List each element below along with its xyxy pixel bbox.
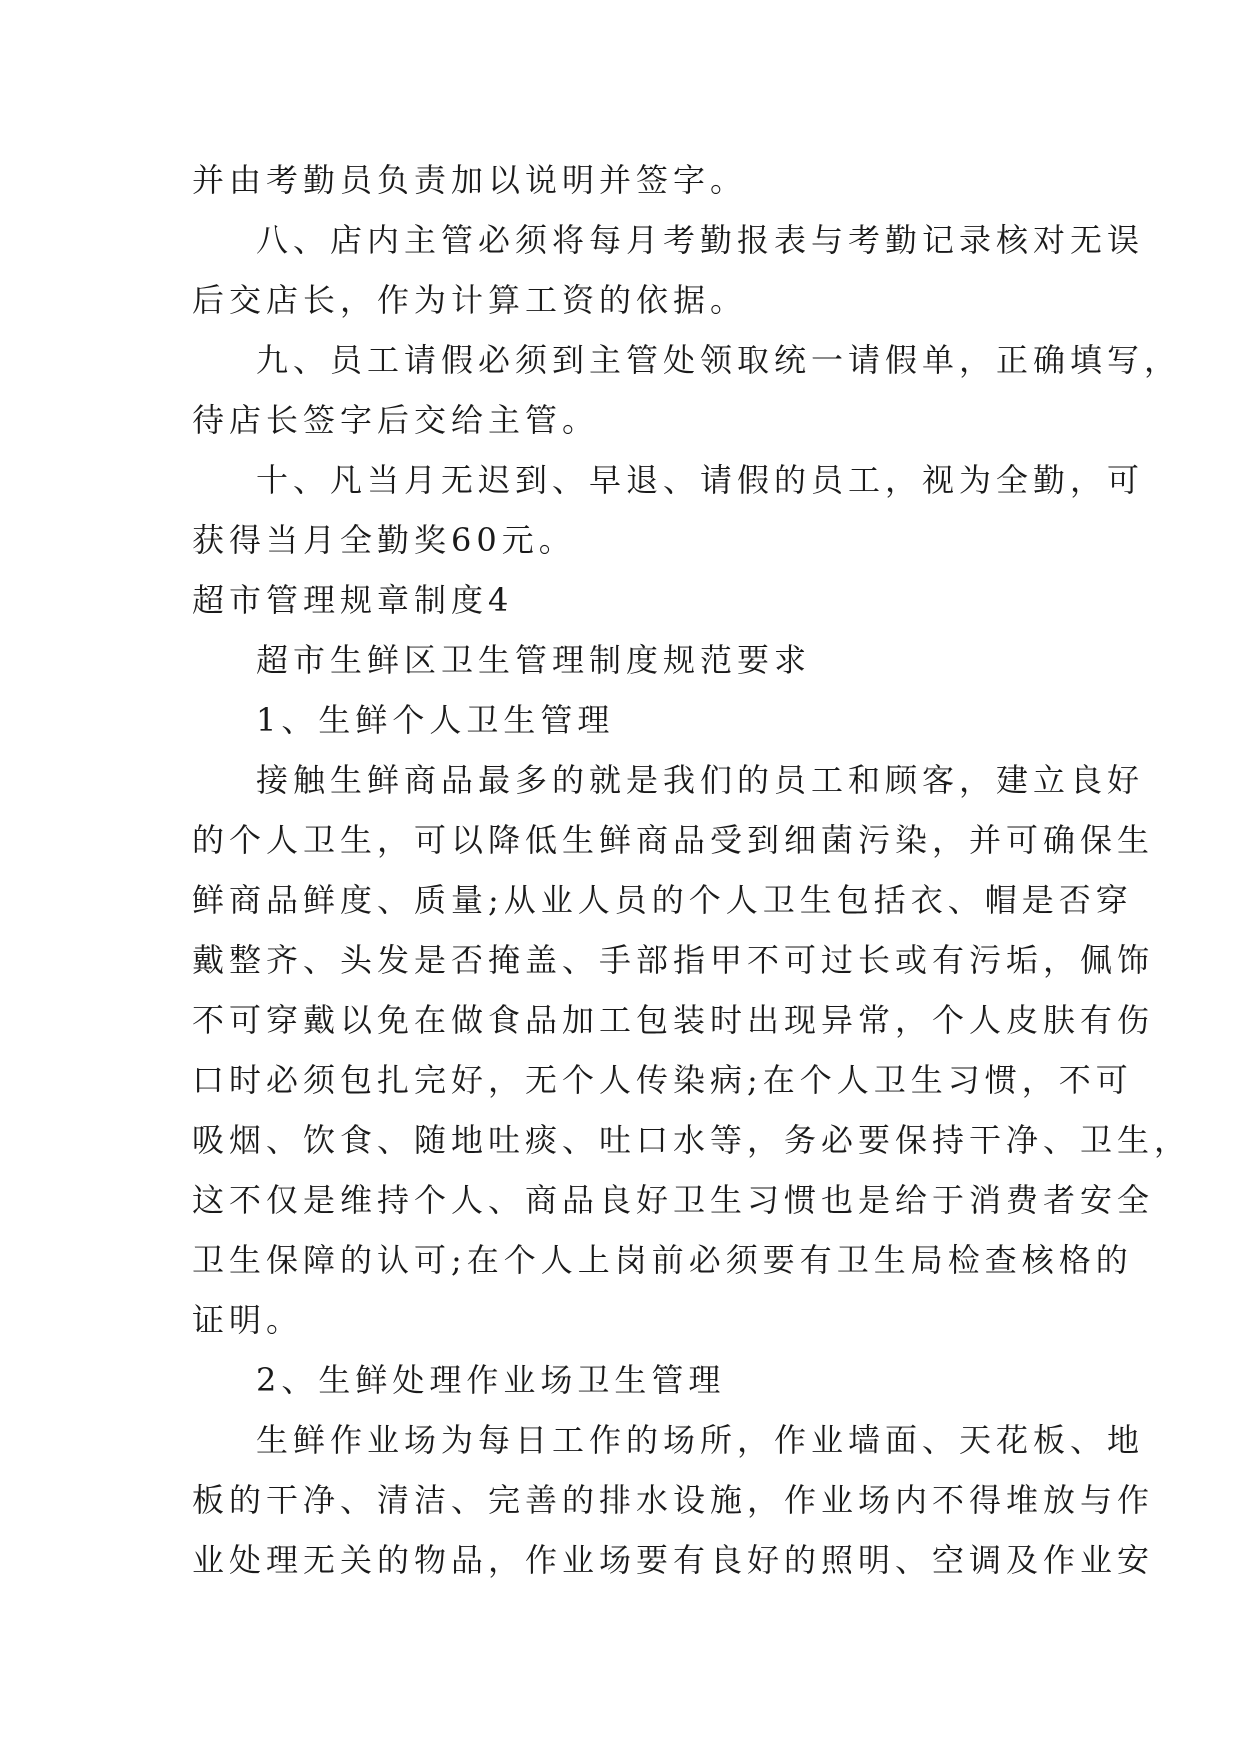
text-line: 九、员工请假必须到主管处领取统一请假单，正确填写， (256, 341, 1182, 379)
text-line: 待店长签字后交给主管。 (192, 401, 600, 439)
text-line: 口时必须包扎完好，无个人传染病;在个人卫生习惯，不可 (192, 1061, 1133, 1099)
subsection-heading: 1、生鲜个人卫生管理 (256, 701, 615, 739)
text-line: 卫生保障的认可;在个人上岗前必须要有卫生局检查核格的 (192, 1241, 1133, 1279)
text-line: 鲜商品鲜度、质量;从业人员的个人卫生包括衣、帽是否穿 (192, 881, 1133, 919)
text-line: 八、店内主管必须将每月考勤报表与考勤记录核对无误 (256, 221, 1145, 259)
text-line: 戴整齐、头发是否掩盖、手部指甲不可过长或有污垢，佩饰 (192, 941, 1155, 979)
text-line: 生鲜作业场为每日工作的场所，作业墙面、天花板、地 (256, 1421, 1145, 1459)
document-body (192, 150, 1192, 1590)
section-subtitle: 超市生鲜区卫生管理制度规范要求 (256, 641, 812, 679)
text-line: 的个人卫生，可以降低生鲜商品受到细菌污染，并可确保生 (192, 821, 1155, 859)
text-line: 证明。 (192, 1301, 304, 1339)
section-heading: 超市管理规章制度4 (192, 581, 514, 619)
text-line: 并由考勤员负责加以说明并签字。 (192, 161, 748, 199)
text-line: 不可穿戴以免在做食品加工包装时出现异常，个人皮肤有伤 (192, 1001, 1155, 1039)
text-line: 接触生鲜商品最多的就是我们的员工和顾客，建立良好 (256, 761, 1145, 799)
text-line: 后交店长，作为计算工资的依据。 (192, 281, 748, 319)
text-line: 这不仅是维持个人、商品良好卫生习惯也是给于消费者安全 (192, 1181, 1155, 1219)
text-line: 获得当月全勤奖60元。 (192, 521, 576, 559)
text-line: 十、凡当月无迟到、早退、请假的员工，视为全勤，可 (256, 461, 1145, 499)
subsection-heading: 2、生鲜处理作业场卫生管理 (256, 1361, 726, 1399)
text-line: 吸烟、饮食、随地吐痰、吐口水等，务必要保持干净、卫生， (192, 1121, 1192, 1159)
text-line: 板的干净、清洁、完善的排水设施，作业场内不得堆放与作 (192, 1481, 1155, 1519)
text-line: 业处理无关的物品，作业场要有良好的照明、空调及作业安 (192, 1541, 1155, 1579)
